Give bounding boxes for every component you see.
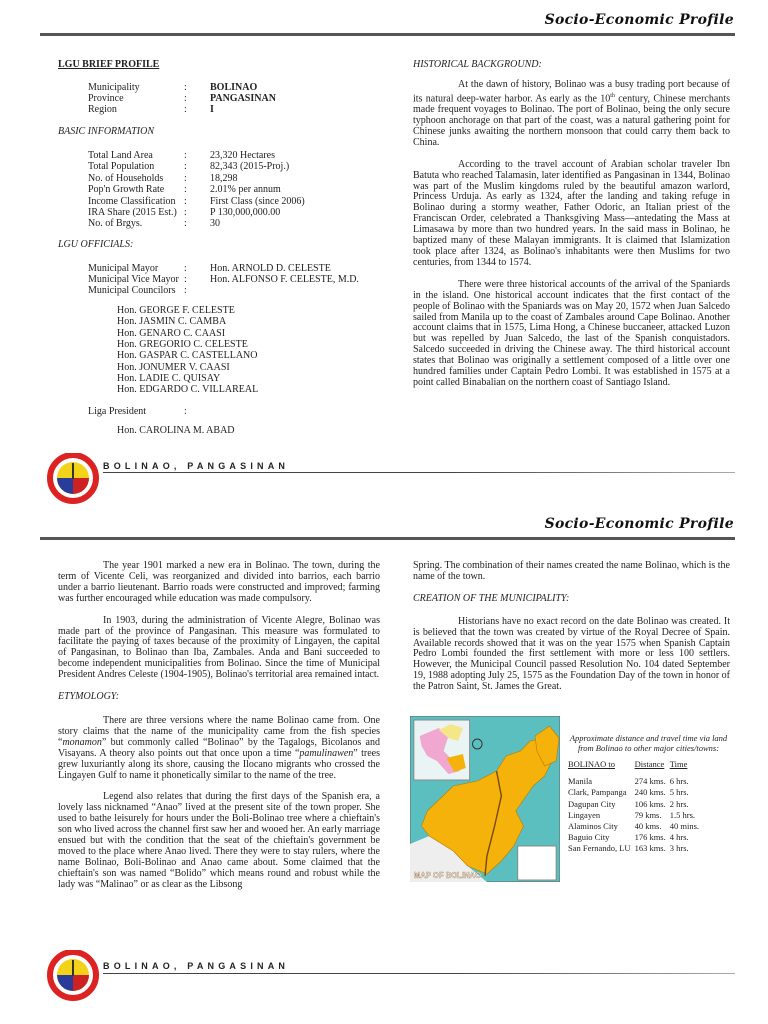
- destination-cell: Alaminos City: [568, 821, 618, 832]
- row-label: No. of Households: [88, 172, 164, 184]
- history-column: [413, 80, 730, 389]
- row-label: Municipal Councilors: [88, 285, 176, 296]
- row-label: Region: [88, 104, 117, 116]
- row-value: Hon. ARNOLD D. CELESTE: [210, 263, 331, 274]
- destination-cell: Manila: [568, 776, 593, 787]
- distance-cell: 40 kms.: [634, 821, 662, 832]
- councilor-name: Hon. LADIE C. QUISAY: [117, 372, 221, 384]
- row-value: First Class (since 2006): [210, 195, 305, 207]
- superscript: th: [610, 92, 615, 99]
- destination-cell: Baguio City: [568, 832, 610, 843]
- row-label: No. of Brgys.: [88, 218, 143, 230]
- distance-cell: 106 kms.: [634, 798, 666, 809]
- footer-text: BOLINAO, PANGASINAN: [103, 461, 290, 471]
- paragraph-1901: The year 1901 marked a new era in Bolinao. The town, during the term of Vicente Celi, was reorganized and divided into barrios, each barrio under a barrio lieutenant. Barrio roads were constructed and improved; farming was further encouraged while education was made compulsory.: [58, 560, 380, 604]
- footer-rule: [103, 472, 735, 473]
- row-colon: :: [184, 285, 187, 296]
- councilor-name: Hon. JONUMER V. CAASI: [117, 361, 230, 373]
- row-label: IRA Share (2015 Est.): [88, 207, 177, 218]
- header-rule: [40, 33, 735, 36]
- header-title-page2: Socio-Economic Profile: [544, 516, 734, 532]
- row-value: 30: [210, 218, 220, 230]
- row-label: Municipal Mayor: [88, 263, 159, 274]
- history-paragraph-2: According to the travel account of Arabian scholar traveler Ibn Batuta who reached Talamasin, later identified as Pangasinan in 1344, Bolinao was part of the Muslim kingdoms ruled by the beautiful amazon warlord, Princess Urduja. As early as 1324, after the landing and taking refuge in Bolinao during a stormy weather, Father Odoric, an Italian priest of the Franciscan Order, celebrated a Thanksgiving Mass—antedating the Mass at Limasawa by more than two hundred years. In the said mass in Bolinao, he baptized many of these Malayan immigrants. It is claimed that Islamization took place after 1324, as Bolinao's inhabitants were then Muslims for two centuries, from 1344 to 1574.: [413, 158, 730, 268]
- distance-row: [568, 843, 703, 854]
- row-colon: :: [184, 207, 187, 218]
- text: There are three versions where the name Bolinao came from. One story claims that the name of the municipality came from the fish species “: [58, 714, 380, 748]
- row-value: 2.01% per annum: [210, 184, 281, 196]
- bolinao-seal-logo-page2: [47, 950, 99, 1007]
- time-cell: 2 hrs.: [669, 798, 689, 809]
- councilor-name: Hon. GEORGE F. CELESTE: [117, 305, 235, 316]
- destination-cell: San Fernando, LU: [568, 843, 631, 854]
- text: pamulinawen: [299, 747, 354, 759]
- distance-cell: 176 kms.: [634, 832, 666, 843]
- distance-row: [568, 821, 703, 832]
- distance-panel: [562, 716, 735, 882]
- distance-row: [568, 799, 703, 810]
- row-colon: :: [184, 184, 187, 196]
- etymology-heading: ETYMOLOGY:: [58, 691, 120, 703]
- col-header-destination: BOLINAO to: [568, 759, 615, 769]
- col-header-time: Time: [669, 759, 688, 769]
- row-value: 18,298: [210, 172, 238, 184]
- text: ” but commonly called “Bolinao” by the Tagalogs, Bicolanos and Visayans. A theory also points out that once upon a time “: [58, 736, 380, 759]
- liga-name: Hon. CAROLINA M. ABAD: [117, 425, 235, 436]
- councilor-name: Hon. GREGORIO C. CELESTE: [117, 338, 248, 350]
- history-paragraph-3: There were three historical accounts of the arrival of the Spaniards in the island. One historical account indicates that the first contact of the people of Bolinao with the Spaniards was on May 20, 1572 when Juan Salcedo sailed from Manila up to the coast of Zambales around Cape Bolinao. Another account claims that in 1575, Lima Hong, a Chinese buccaneer, attacked Luzon but was repelled by Juan Salcedo, the last of the Spanish conquistadors. Salcedo succeeded in driving the Chinese away. The third historical account states that Bolinao was originally a settlement composed of a little over one hundred families under Captain Pedro Lombi. It was established in 1575 at a point called Binabalian on the northern coast of Santiago Island.: [413, 278, 730, 388]
- text: ” trees grew luxuriantly along its shore, causing the Ilocano migrants who crossed the Lingayen Gulf to name it phonetically similar to the name of the tree.: [58, 747, 380, 781]
- distance-row: [568, 787, 703, 798]
- row-label: Municipal Vice Mayor: [88, 274, 179, 285]
- row-label: Total Land Area: [88, 150, 153, 161]
- destination-cell: Lingayen: [568, 809, 601, 820]
- row-value: I: [210, 104, 214, 116]
- row-value: 23,320 Hectares: [210, 150, 275, 161]
- row-colon: :: [184, 104, 187, 116]
- destination-cell: Clark, Pampanga: [568, 787, 627, 798]
- time-cell: 5 hrs.: [669, 787, 689, 798]
- row-label: Total Population: [88, 161, 155, 173]
- history-paragraph-1: [413, 80, 730, 149]
- creation-heading: CREATION OF THE MUNICIPALITY:: [413, 592, 570, 604]
- header-rule-page2: [40, 537, 735, 540]
- row-colon: :: [184, 150, 187, 161]
- text: monamon: [62, 736, 102, 748]
- distance-row: [568, 832, 703, 843]
- time-cell: 40 mins.: [669, 821, 700, 832]
- row-colon: :: [184, 274, 187, 285]
- row-label: Province: [88, 93, 124, 105]
- liga-colon: :: [184, 406, 187, 417]
- historical-heading: HISTORICAL BACKGROUND:: [413, 59, 542, 70]
- col-header-distance: Distance: [634, 759, 665, 769]
- row-colon: :: [184, 195, 187, 207]
- row-colon: :: [184, 161, 187, 173]
- distance-cell: 240 kms.: [634, 787, 666, 798]
- footer-rule-page2: [103, 973, 735, 974]
- etymology-paragraph-2: Legend also relates that during the first days of the Spanish era, a lovely lass nicknamed “Anao” lived at the present site of the town proper. She used to bathe leisurely for hours under the Boli-Bolinao tree where a chieftain's son who lived across the channel first saw her and wooed her. An early marriage ensued but with the condition that the seat of the chieftain's government be moved to the place where Anao lived. There they were to stay rulers, where the name Bolinao, Boli-Bolinao and Anao came about. Some claimed that the chieftain's son was named “Bolido” which means round and robust while the lady was “Malinao” or as clear as the Libsong: [58, 791, 380, 890]
- councilor-name: Hon. JASMIN C. CAMBA: [117, 316, 227, 328]
- creation-paragraph: Historians have no exact record on the date Bolinao was created. It is believed that the town was created by virtue of the Royal Decree of Spain. Available records showed that it was on the year 1575 when Spanish Captain Pedro Lombi founded the first settlement with more or less 100 settlers. However, the Municipal Council passed Resolution No. 104 dated September 19, 1988 adopting July 25, 1575 as the Foundation Day of the town in honor of the Patron Saint, St. James the Great.: [413, 615, 730, 693]
- row-label: Municipality: [88, 82, 140, 93]
- left-column-page2: [58, 561, 380, 891]
- distance-row: [568, 810, 703, 821]
- map-of-bolinao: [410, 716, 560, 882]
- lgu-brief-heading: LGU BRIEF PROFILE: [58, 59, 160, 70]
- row-colon: :: [184, 263, 187, 274]
- footer-text-page2: BOLINAO, PANGASINAN: [103, 961, 290, 971]
- row-value: P 130,000,000.00: [210, 207, 281, 218]
- row-label: Income Classification: [88, 195, 176, 207]
- destination-cell: Dagupan City: [568, 798, 616, 809]
- distance-caption: Approximate distance and travel time via land from Bolinao to other major cities/towns:: [569, 733, 728, 753]
- basic-info-heading: BASIC INFORMATION: [58, 126, 155, 137]
- distance-cell: 163 kms.: [634, 843, 666, 854]
- etymology-paragraph-2-cont: Spring. The combination of their names created the name Bolinao, which is the name of the town.: [413, 560, 730, 582]
- row-colon: :: [184, 218, 187, 230]
- row-colon: :: [184, 93, 187, 105]
- map-label: MAP OF BOLINAO: [413, 870, 482, 881]
- officials-heading: LGU OFFICIALS:: [58, 239, 134, 250]
- councilor-name: Hon. GASPAR C. CASTELLANO: [117, 350, 258, 362]
- row-value: Hon. ALFONSO F. CELESTE, M.D.: [210, 274, 359, 285]
- row-value: 82,343 (2015-Proj.): [210, 161, 290, 173]
- bolinao-seal-logo: [47, 453, 99, 510]
- row-label: Pop'n Growth Rate: [88, 184, 165, 196]
- right-column-page2: [413, 561, 730, 693]
- distance-table: [568, 759, 703, 855]
- row-value: BOLINAO: [210, 82, 258, 93]
- councilor-name: Hon. EDGARDO C. VILLAREAL: [117, 384, 259, 396]
- row-value: PANGASINAN: [210, 93, 276, 105]
- time-cell: 3 hrs.: [669, 843, 689, 854]
- paragraph-1903: In 1903, during the administration of Vicente Alegre, Bolinao was made part of the province of Pangasinan. This measure was formulated to facilitate the paying of taxes because of the proximity of Lingayen, the capital of Pangasinan, to Bolinao than Iba, Zambales. Anda and Bani succeeded to become independent municipalities from Bolinao. Since the time of Municipal President Andres Celeste (1904-1905), Bolinao's territorial area remained intact.: [58, 614, 380, 681]
- text: century, Chinese merchants made frequent voyages to Bolinao. The port of Bolinao, being the only secure typhoon anchorage on that part of the coast, was a natural gathering point for Chinese junks awaiting the northern monsoon that could carry them back to China.: [413, 93, 730, 148]
- time-cell: 4 hrs.: [669, 832, 689, 843]
- councilor-name: Hon. GENARO C. CAASI: [117, 327, 226, 339]
- etymology-paragraph-1: [58, 716, 380, 781]
- row-colon: :: [184, 82, 187, 93]
- header-title: Socio-Economic Profile: [544, 12, 734, 28]
- time-cell: 1.5 hrs.: [669, 809, 695, 820]
- liga-label: Liga President: [88, 406, 147, 417]
- row-colon: :: [184, 172, 187, 184]
- time-cell: 6 hrs.: [669, 776, 689, 787]
- distance-row: [568, 776, 703, 787]
- distance-cell: 274 kms.: [634, 776, 666, 787]
- text: At the dawn of history, Bolinao was a busy trading port because of its natural deep-water harbor. As early as the 10: [413, 79, 730, 105]
- distance-cell: 79 kms.: [634, 809, 662, 820]
